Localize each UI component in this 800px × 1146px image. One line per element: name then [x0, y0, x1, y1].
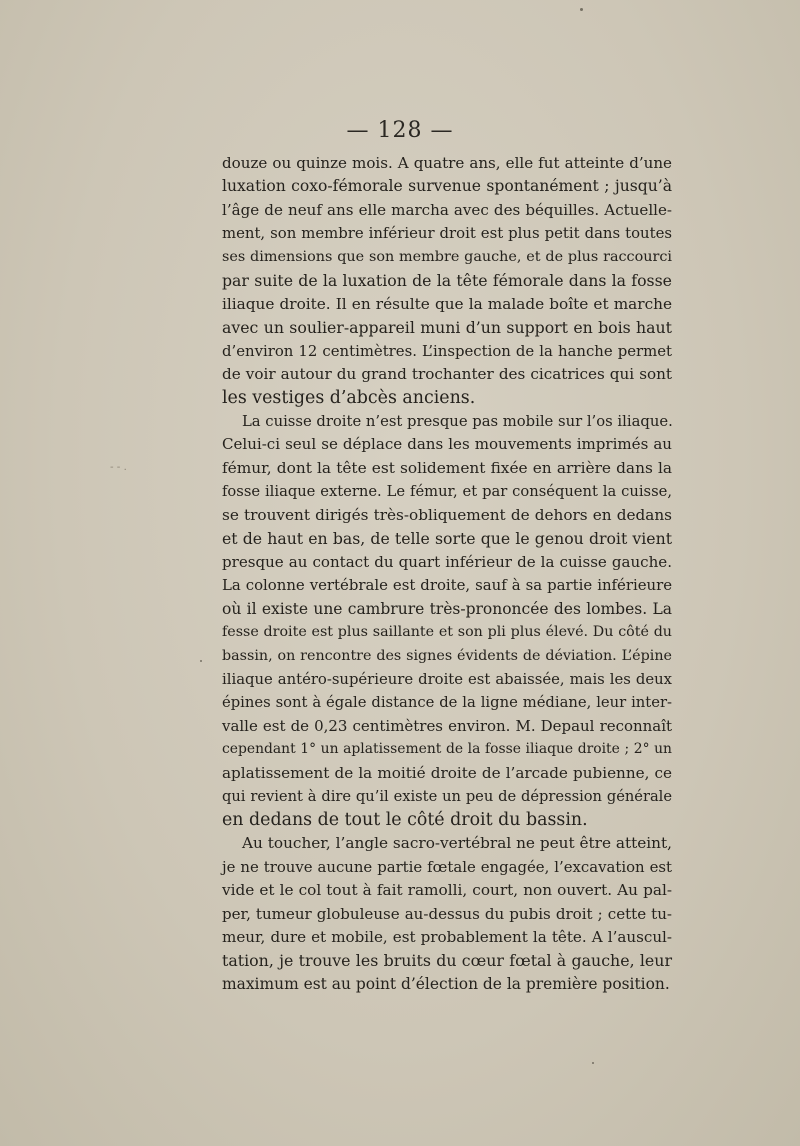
text-line: bassin, on rencontre des signes évidents de déviation. L’épine: [222, 647, 672, 664]
text-line: aplatissement de la moitié droite de l’arcade pubienne, ce: [222, 763, 672, 782]
text-line: per, tumeur globuleuse au-dessus du pubis droit ; cette tu-: [222, 904, 672, 923]
ink-speck: [200, 660, 202, 662]
text-line: se trouvent dirigés très-obliquement de dehors en dedans: [222, 505, 672, 524]
paragraph-1: [222, 152, 672, 410]
text-line: meur, dure et mobile, est probablement la tête. A l’auscul-: [222, 927, 672, 946]
text-line: iliaque antéro-supérieure droite est abaissée, mais les deux: [222, 670, 672, 688]
body-text: [222, 152, 672, 996]
text-line: presque au contact du quart inférieur de la cuisse gauche.: [222, 552, 672, 571]
paragraph-2: [222, 410, 672, 832]
ink-speck: [580, 8, 583, 11]
text-line: et de haut en bas, de telle sorte que le genou droit vient: [222, 529, 672, 549]
text-line: en dedans de tout le côté droit du bassin.: [222, 809, 588, 830]
text-line: de voir autour du grand trochanter des cicatrices qui sont: [222, 365, 672, 384]
text-line: La cuisse droite n’est presque pas mobile sur l’os iliaque.: [242, 412, 673, 430]
text-line: vide et le col tout à fait ramolli, court, non ouvert. Au pal-: [222, 881, 672, 900]
ink-speck: [592, 1062, 594, 1064]
text-line: tation, je trouve les bruits du cœur fœtal à gauche, leur: [222, 951, 672, 971]
paragraph-3: [222, 832, 672, 996]
text-line: luxation coxo-fémorale survenue spontanément ; jusqu’à: [222, 177, 672, 196]
text-line: iliaque droite. Il en résulte que la malade boîte et marche: [222, 294, 672, 313]
text-line: fesse droite est plus saillante et son pli plus élevé. Du côté du: [222, 624, 672, 641]
text-line: cependant 1° un aplatissement de la fosse iliaque droite ; 2° un: [222, 741, 672, 758]
text-line: fémur, dont la tête est solidement fixée en arrière dans la: [222, 458, 672, 477]
text-line: qui revient à dire qu’il existe un peu de dépression générale: [222, 788, 672, 806]
text-line: où il existe une cambrure très-prononcée des lombes. La: [222, 599, 672, 618]
text-line: les vestiges d’abcès anciens.: [222, 387, 476, 408]
text-line: épines sont à égale distance de la ligne médiane, leur inter-: [222, 694, 672, 712]
text-line: Celui-ci seul se déplace dans les mouvements imprimés au: [222, 435, 672, 454]
text-line: La colonne vertébrale est droite, sauf à sa partie inférieure: [222, 576, 672, 595]
text-line: ses dimensions que son membre gauche, et de plus raccourci: [222, 248, 672, 265]
text-line: par suite de la luxation de la tête fémorale dans la fosse: [222, 271, 672, 291]
text-line: avec un soulier-appareil muni d’un support en bois haut: [222, 318, 672, 338]
text-line: fosse iliaque externe. Le fémur, et par conséquent la cuisse,: [222, 483, 672, 501]
text-line: maximum est au point d’élection de la première position.: [222, 974, 670, 993]
text-line: douze ou quinze mois. A quatre ans, elle fut atteinte d’une: [222, 154, 672, 172]
text-line: valle est de 0,23 centimètres environ. M. Depaul reconnaît: [222, 716, 672, 735]
text-line: Au toucher, l’angle sacro-vertébral ne peut être atteint,: [242, 834, 672, 853]
text-line: ment, son membre inférieur droit est plus petit dans toutes: [222, 224, 672, 243]
text-line: d’environ 12 centimètres. L’inspection de la hanche permet: [222, 341, 672, 360]
margin-mark: - - .: [110, 462, 127, 473]
text-line: je ne trouve aucune partie fœtale engagée, l’excavation est: [222, 857, 672, 876]
text-line: l’âge de neuf ans elle marcha avec des béquilles. Actuelle-: [222, 200, 672, 219]
page-number: — 128 —: [346, 118, 454, 143]
